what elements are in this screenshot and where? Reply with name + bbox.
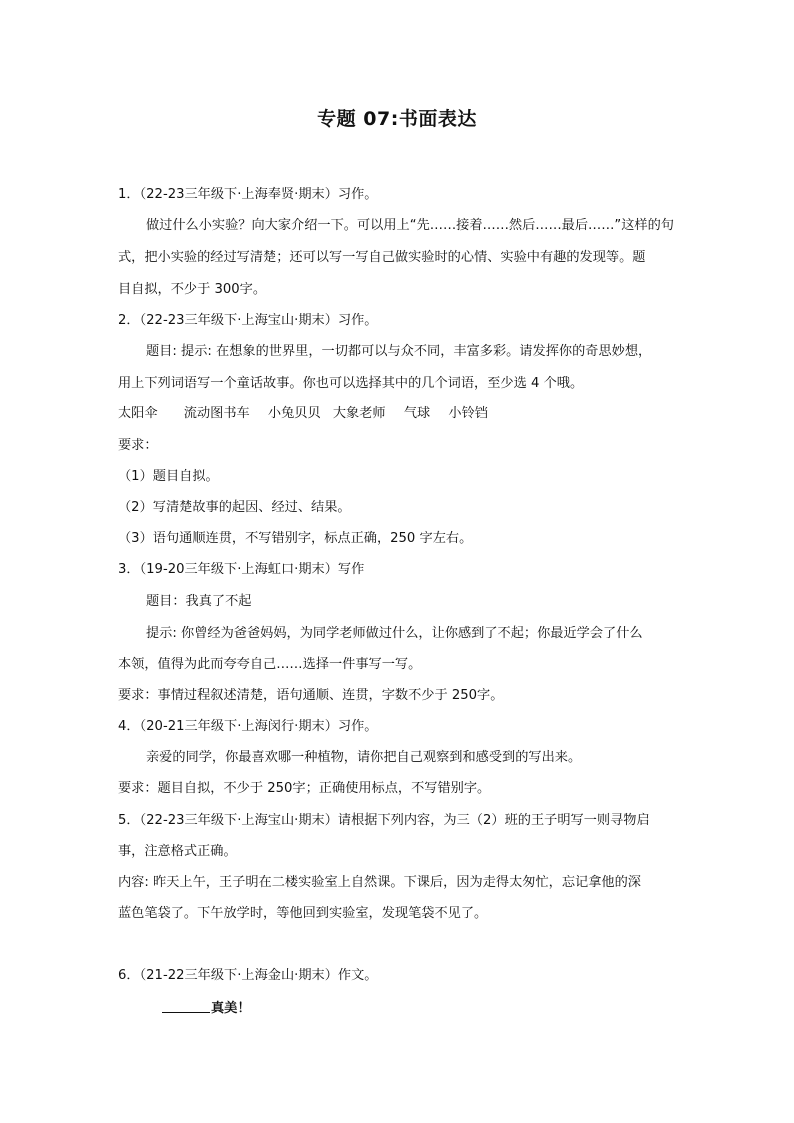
q3-heading: 3．（19-20三年级下·上海虹口·期末）写作 [118, 562, 365, 577]
q5-text-line-3: 内容: 昨天上午，王子明在二楼实验室上自然课。下课后，因为走得太匆忙，忘记拿他的深 [118, 875, 641, 890]
q2-heading: 2．（22-23三年级下·上海宝山·期末）习作。 [118, 313, 378, 328]
q2-word: 大象老师 [332, 406, 386, 421]
q4-text-line-1: 亲爱的同学，你最喜欢哪一种植物，请你把自己观察到和感受到的写出来。 [146, 750, 582, 765]
q4-heading: 4．（20-21三年级下·上海闵行·期末）习作。 [118, 719, 378, 734]
q2-text-line-2: 用上下列词语写一个童话故事。你也可以选择其中的几个词语，至少选 4 个哦。 [118, 376, 584, 391]
q2-requirement-1: （1）题目自拟。 [118, 469, 219, 484]
q1-text-line-1: 做过什么小实验？向大家介绍一下。可以用上“先……接着……然后……最后……”这样的句 [146, 218, 674, 233]
q2-word: 小兔贝贝 [267, 406, 321, 421]
q5-heading: 5．（22-23三年级下·上海宝山·期末）请根据下列内容，为三（2）班的王子明写一则寻物启 [118, 813, 650, 828]
q3-requirements: 要求：事情过程叙述清楚，语句通顺、连贯，字数不少于 250字。 [118, 688, 504, 703]
q6-topic [162, 998, 251, 1019]
q2-word: 气球 [403, 406, 431, 421]
q3-text-line-2: 本领，值得为此而夸夸自己……选择一件事写一写。 [118, 657, 422, 672]
q2-text-line-1: 题目: 提示: 在想象的世界里，一切都可以与众不同，丰富多彩。请发挥你的奇思妙想， [146, 344, 652, 359]
q5-text-line-2: 事，注意格式正确。 [118, 844, 237, 859]
q3-text-line-1: 提示: 你曾经为爸爸妈妈，为同学老师做过什么，让你感到了不起；你最近学会了什么 [146, 626, 643, 641]
q6-heading: 6．（21-22三年级下·上海金山·期末）作文。 [118, 968, 378, 983]
q4-requirements: 要求：题目自拟，不少于 250字；正确使用标点，不写错别字。 [118, 781, 491, 796]
q1-text-line-2: 式，把小实验的经过写清楚；还可以写一写自己做实验时的心情、实验中有趣的发现等。题 [118, 250, 646, 265]
q5-text-line-4: 蓝色笔袋了。下午放学时，等他回到实验室，发现笔袋不见了。 [118, 906, 488, 921]
q2-word: 太阳伞 [118, 406, 158, 421]
q2-requirements-label: 要求： [118, 438, 158, 453]
q1-text-line-3: 目自拟，不少于 300字。 [118, 282, 267, 297]
q2-word-list [118, 404, 502, 424]
q2-word: 流动图书车 [183, 406, 250, 421]
q6-topic-text: 真美！ [211, 1001, 251, 1016]
q2-word: 小铃铛 [448, 406, 488, 421]
q2-requirement-2: （2）写清楚故事的起因、经过、结果。 [118, 500, 351, 515]
page-title: 专题 07:书面表达 [317, 108, 477, 130]
q3-topic: 题目：我真了不起 [146, 594, 252, 609]
q2-requirement-3: （3）语句通顺连贯，不写错别字，标点正确，250 字左右。 [118, 531, 473, 546]
q1-heading: 1．（22-23三年级下·上海奉贤·期末）习作。 [118, 187, 378, 202]
fill-in-blank [162, 998, 210, 1013]
